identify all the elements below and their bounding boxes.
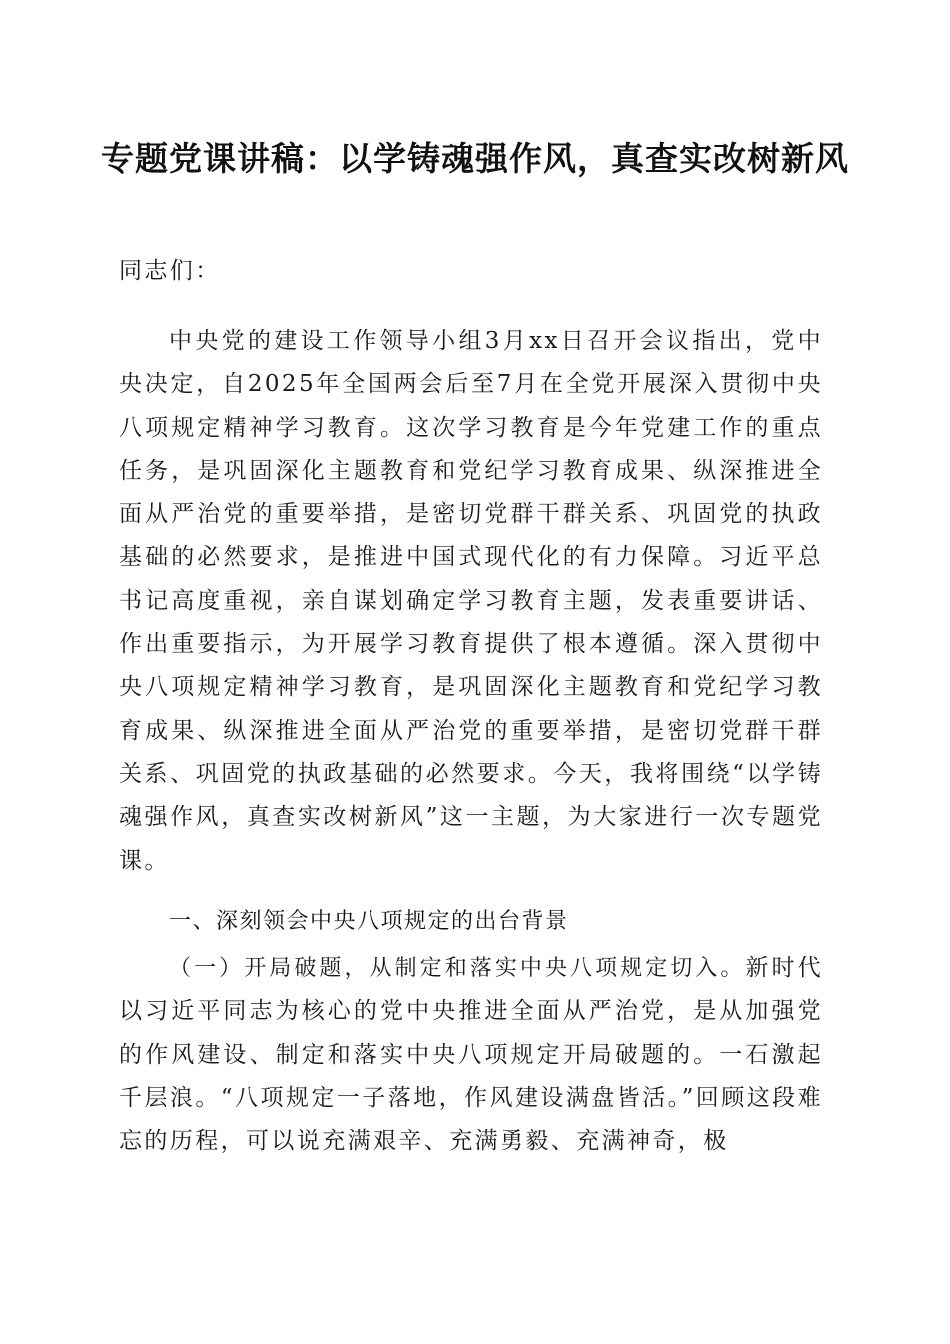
document-title: 专题党课讲稿：以学铸魂强作风，真查实改树新风	[101, 139, 849, 178]
salutation: 同志们：	[119, 258, 221, 284]
subsection-paragraph	[119, 947, 823, 1163]
intro-paragraph: 中央党的建设工作领导小组3月xx日召开会议指出，党中央决定，自2025年全国两会后至7月在全党开展深入贯彻中央八项规定精神学习教育。这次学习教育是今年党建工作的重点任务，是巩固深化主题教育和党纪学习教育成果、纵深推进全面从严治党的重要举措，是密切党群干群关系、巩固党的执政基础的必然要求，是推进中国式现代化的有力保障。习近平总书记高度重视，亲自谋划确定学习教育主题，发表重要讲话、作出重要指示，为开展学习教育提供了根本遵循。深入贯彻中央八项规定精神学习教育，是巩固深化主题教育和党纪学习教育成果、纵深推进全面从严治党的重要举措，是密切党群干群关系、巩固党的执政基础的必然要求。今天，我将围绕“以学铸魂强作风，真查实改树新风”这一主题，为大家进行一次专题党课。	[119, 328, 823, 874]
subsection-text: 新时代以习近平同志为核心的党中央推进全面从严治党，是从加强党的作风建设、制定和落实中央八项规定开局破题的。一石激起千层浪。“八项规定一子落地，作风建设满盘皆活。”回顾这段难忘的历程，可以说充满艰辛、充满勇毅、充满神奇，极	[119, 955, 823, 1155]
subsection-lead: （一）开局破题，从制定和落实中央八项规定切入。	[169, 956, 746, 981]
section-heading: 一、深刻领会中央八项规定的出台背景	[169, 909, 569, 934]
